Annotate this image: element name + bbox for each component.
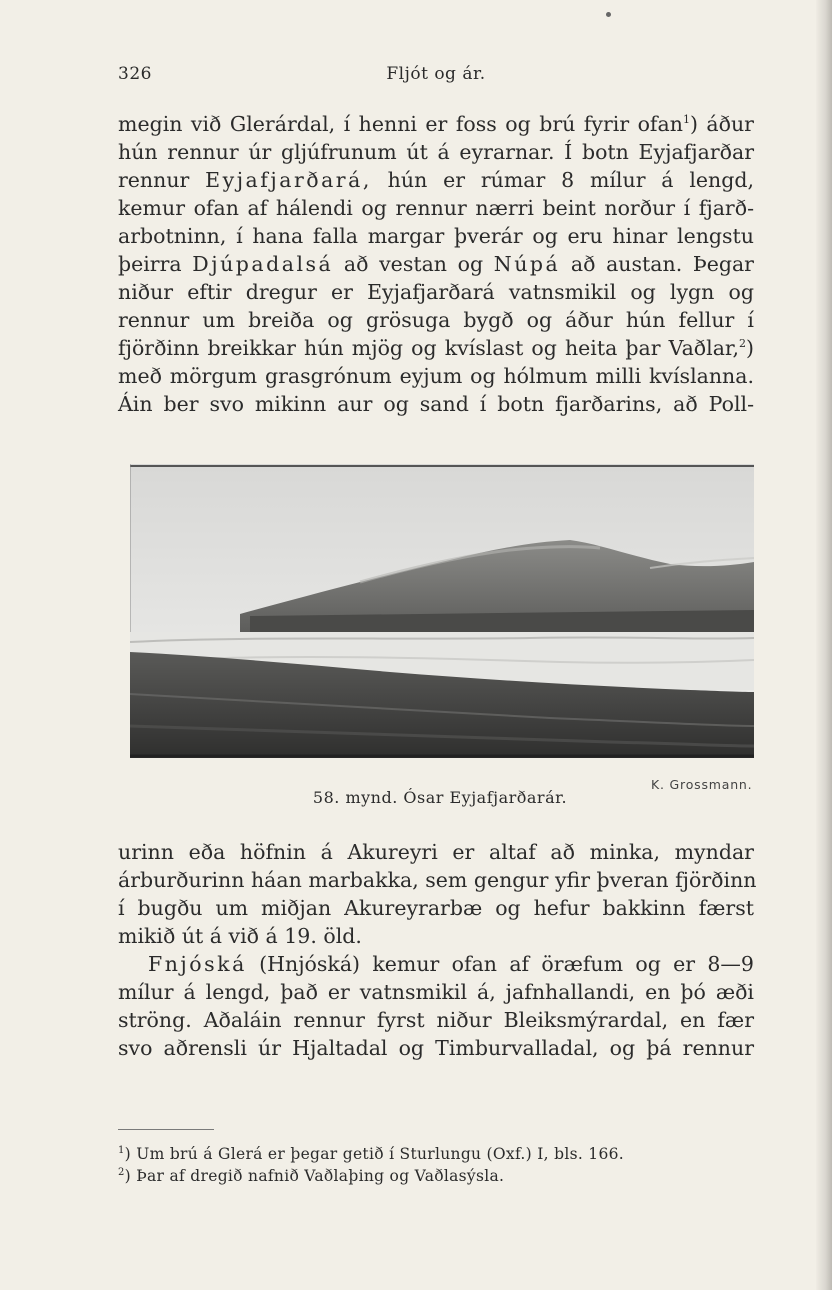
text-line: með mörgum grasgrónum eyjum og hólmum milli kvíslanna. bbox=[118, 364, 754, 388]
river-name-spaced: Núpá bbox=[493, 252, 561, 276]
text-line: hún rennur úr gljúfrunum út á eyrarnar. Í botn Eyjafjarðar bbox=[118, 140, 754, 164]
page-header bbox=[118, 64, 754, 88]
text-line: ströng. Aðaláin rennur fyrst niður Bleiksmýrardal, en fær bbox=[118, 1008, 754, 1032]
footnote: $^2$) Þar af dregið nafnið Vaðlaþing og Vaðlasýsla. bbox=[118, 1166, 505, 1185]
footnote: $^1$) Um brú á Glerá er þegar getið í Sturlungu (Oxf.) I, bls. 166. bbox=[118, 1144, 625, 1163]
text-line: Fnjóská (Hnjóská) kemur ofan af öræfum og er 8—9 bbox=[148, 952, 754, 976]
river-name-spaced: Eyjafjarðará, bbox=[205, 168, 372, 192]
photograph-river-mouth bbox=[130, 464, 754, 758]
text-line: svo aðrensli úr Hjaltadal og Timburvalladal, og þá rennur bbox=[118, 1036, 754, 1060]
river-name-spaced: Fnjóská bbox=[148, 952, 247, 976]
text-line: niður eftir dregur er Eyjafjarðará vatnsmikil og lygn og bbox=[118, 280, 754, 304]
text-line: mílur á lengd, það er vatnsmikil á, jafnhallandi, en þó æði bbox=[118, 980, 754, 1004]
photo-credit: K. Grossmann. bbox=[651, 777, 753, 792]
text-line: fjörðinn breikkar hún mjög og kvíslast og heita þar Vaðlar,$^2$) bbox=[118, 336, 754, 360]
footnotes bbox=[118, 1143, 754, 1187]
paragraph-1 bbox=[118, 110, 754, 418]
figure-caption: 58. mynd. Ósar Eyjafjarðarár. bbox=[312, 788, 568, 807]
text-line: rennur um breiða og grösuga bygð og áður hún fellur í bbox=[118, 308, 754, 332]
page-number: 326 bbox=[118, 64, 152, 84]
page-edge-shadow bbox=[816, 0, 832, 1290]
landscape-photo bbox=[130, 464, 754, 758]
river-name-spaced: Djúpadalsá bbox=[192, 252, 334, 276]
ink-dot bbox=[606, 12, 611, 17]
text-line: í bugðu um miðjan Akureyrarbæ og hefur bakkinn færst bbox=[118, 896, 754, 920]
paragraph-2 bbox=[118, 838, 757, 1062]
text-line: mikið út á við á 19. öld. bbox=[118, 924, 362, 948]
text-line: arbotninn, í hana falla margar þverár og eru hinar lengstu bbox=[118, 224, 754, 248]
text-line: urinn eða höfnin á Akureyri er altaf að minka, myndar bbox=[118, 840, 754, 864]
text-line: Áin ber svo mikinn aur og sand í botn fjarðarins, að Poll- bbox=[118, 392, 754, 416]
text-line: árburðurinn háan marbakka, sem gengur yfir þveran fjörðinn bbox=[118, 868, 757, 892]
text-line: þeirra Djúpadalsá að vestan og Núpá að austan. Þegar bbox=[118, 252, 754, 276]
text-line: kemur ofan af hálendi og rennur nærri beint norður í fjarð- bbox=[118, 196, 754, 220]
text-line: megin við Glerárdal, í henni er foss og brú fyrir ofan$^1$) áður bbox=[118, 112, 754, 136]
running-title: Fljót og ár. bbox=[386, 64, 486, 84]
footnote-divider bbox=[118, 1129, 214, 1130]
text-line: rennur Eyjafjarðará, hún er rúmar 8 mílur á lengd, bbox=[118, 168, 754, 192]
